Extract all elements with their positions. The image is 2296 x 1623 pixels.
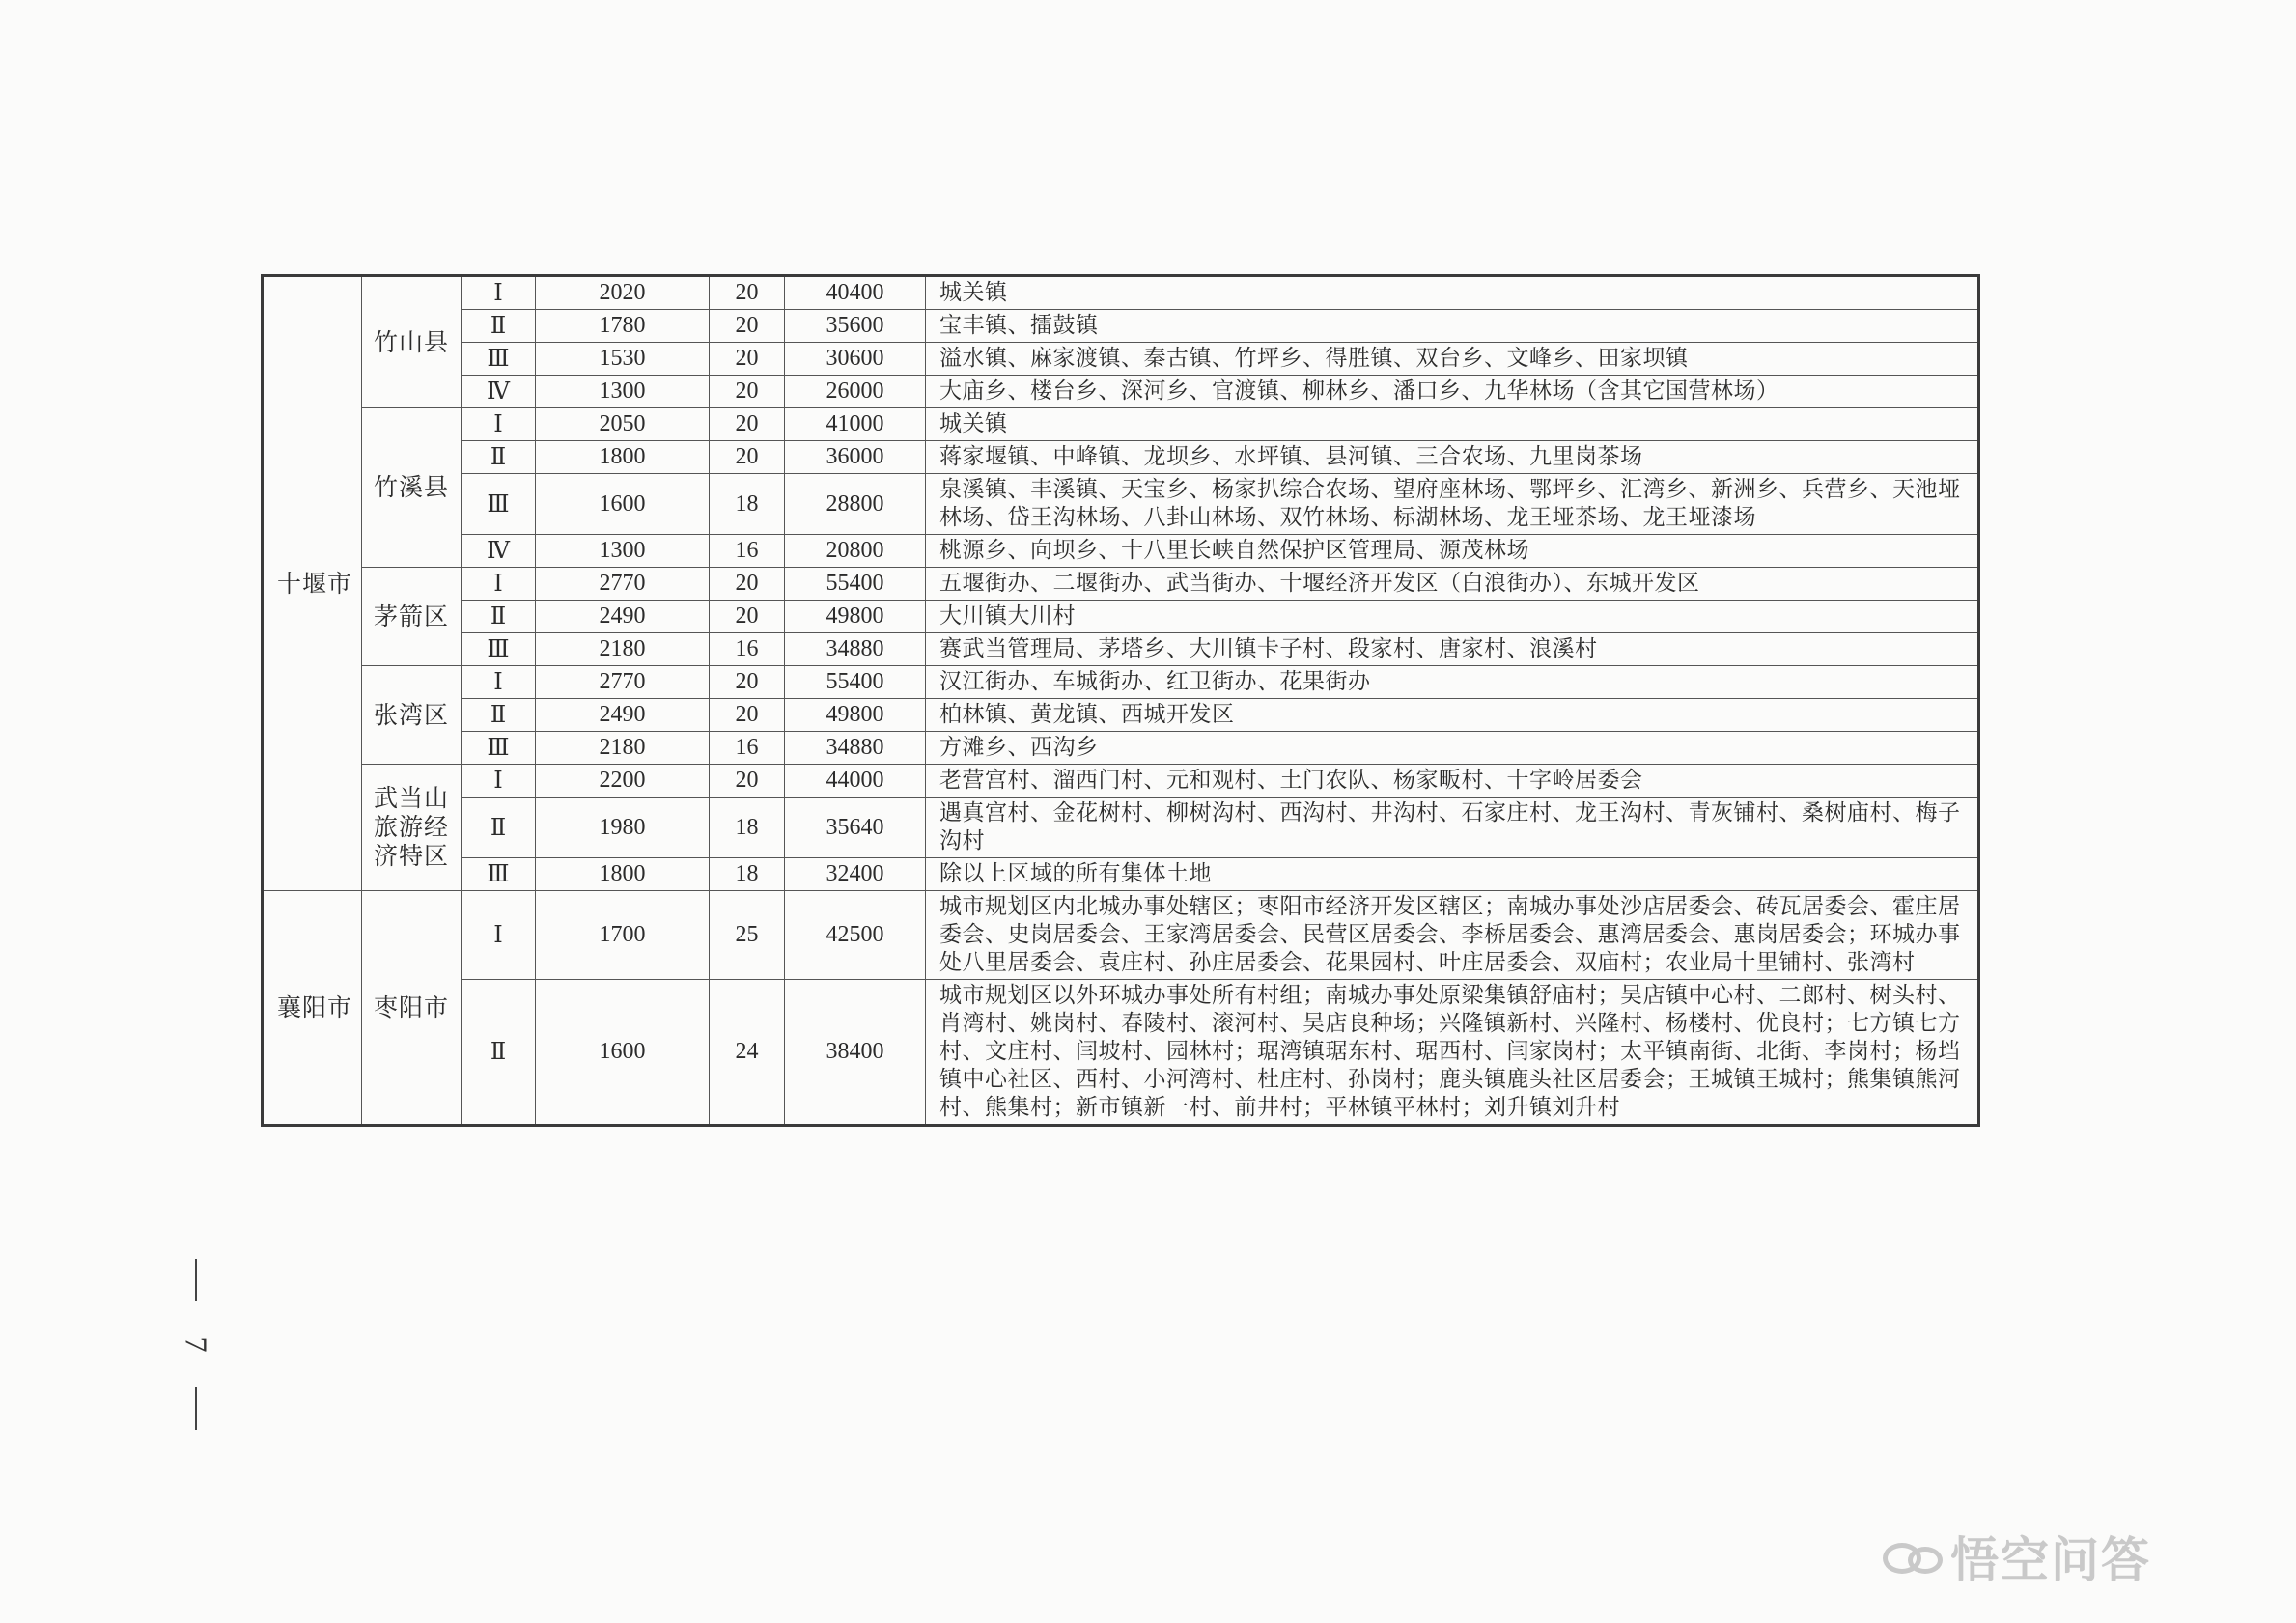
- price-cell: 1600: [536, 474, 710, 535]
- value-cell: 30600: [785, 343, 926, 376]
- rank-cell: Ⅱ: [462, 980, 536, 1126]
- area-cell: 桃源乡、向坝乡、十八里长峡自然保护区管理局、源茂林场: [926, 535, 1979, 568]
- area-cell: 宝丰镇、擂鼓镇: [926, 310, 1979, 343]
- rank-cell: Ⅲ: [462, 858, 536, 891]
- multiple-cell: 18: [710, 858, 785, 891]
- price-cell: 1530: [536, 343, 710, 376]
- area-cell: 大川镇大川村: [926, 601, 1979, 633]
- land-price-table: [261, 274, 1980, 1127]
- value-cell: 55400: [785, 666, 926, 699]
- value-cell: 49800: [785, 601, 926, 633]
- value-cell: 42500: [785, 891, 926, 980]
- table-row: [263, 535, 1979, 568]
- multiple-cell: 20: [710, 310, 785, 343]
- rank-cell: Ⅲ: [462, 343, 536, 376]
- price-cell: 1800: [536, 441, 710, 474]
- multiple-cell: 20: [710, 343, 785, 376]
- area-cell: 城市规划区以外环城办事处所有村组；南城办事处原梁集镇舒庙村；吴店镇中心村、二郎村、树头村、肖湾村、姚岗村、春陵村、滚河村、吴店良种场；兴隆镇新村、兴隆村、杨楼村、优良村；七方镇七方村、文庄村、闫坡村、园林村；琚湾镇琚东村、琚西村、闫家岗村；太平镇南街、北街、李岗村；杨垱镇中心社区、西村、小河湾村、杜庄村、孙岗村；鹿头镇鹿头社区居委会；王城镇王城村；熊集镇熊河村、熊集村；新市镇新一村、前井村；平林镇平林村；刘升镇刘升村: [926, 980, 1979, 1126]
- rank-cell: Ⅰ: [462, 765, 536, 798]
- area-cell: 城关镇: [926, 276, 1979, 310]
- price-cell: 2490: [536, 699, 710, 732]
- price-cell: 2770: [536, 666, 710, 699]
- table-row: [263, 408, 1979, 441]
- value-cell: 38400: [785, 980, 926, 1126]
- table-row: [263, 633, 1979, 666]
- rank-cell: Ⅱ: [462, 798, 536, 858]
- city-cell: 十堰市: [263, 276, 362, 891]
- rank-cell: Ⅰ: [462, 408, 536, 441]
- rank-cell: Ⅱ: [462, 601, 536, 633]
- value-cell: 55400: [785, 568, 926, 601]
- rank-cell: Ⅱ: [462, 310, 536, 343]
- county-cell: 茅箭区: [362, 568, 462, 666]
- table-row: [263, 343, 1979, 376]
- multiple-cell: 20: [710, 568, 785, 601]
- area-cell: 方滩乡、西沟乡: [926, 732, 1979, 765]
- value-cell: 28800: [785, 474, 926, 535]
- multiple-cell: 20: [710, 666, 785, 699]
- rank-cell: Ⅰ: [462, 276, 536, 310]
- multiple-cell: 16: [710, 732, 785, 765]
- table-row: [263, 858, 1979, 891]
- area-cell: 遇真宫村、金花树村、柳树沟村、西沟村、井沟村、石家庄村、龙王沟村、青灰铺村、桑树庙村、梅子沟村: [926, 798, 1979, 858]
- table-row: [263, 798, 1979, 858]
- value-cell: 20800: [785, 535, 926, 568]
- multiple-cell: 24: [710, 980, 785, 1126]
- multiple-cell: 20: [710, 765, 785, 798]
- rank-cell: Ⅲ: [462, 732, 536, 765]
- multiple-cell: 18: [710, 798, 785, 858]
- value-cell: 40400: [785, 276, 926, 310]
- rank-cell: Ⅰ: [462, 891, 536, 980]
- price-cell: 2200: [536, 765, 710, 798]
- county-cell: 张湾区: [362, 666, 462, 765]
- price-cell: 1800: [536, 858, 710, 891]
- rank-cell: Ⅱ: [462, 441, 536, 474]
- value-cell: 36000: [785, 441, 926, 474]
- area-cell: 五堰街办、二堰街办、武当街办、十堰经济开发区（白浪街办）、东城开发区: [926, 568, 1979, 601]
- rank-cell: Ⅲ: [462, 633, 536, 666]
- multiple-cell: 16: [710, 535, 785, 568]
- area-cell: 城市规划区内北城办事处辖区；枣阳市经济开发区辖区；南城办事处沙店居委会、砖瓦居委会、霍庄居委会、史岗居委会、王家湾居委会、民营区居委会、李桥居委会、惠湾居委会、惠岗居委会；环城办事处八里居委会、袁庄村、孙庄居委会、花果园村、叶庄居委会、双庙村；农业局十里铺村、张湾村: [926, 891, 1979, 980]
- value-cell: 32400: [785, 858, 926, 891]
- value-cell: 26000: [785, 376, 926, 408]
- value-cell: 44000: [785, 765, 926, 798]
- price-cell: 1700: [536, 891, 710, 980]
- county-cell: 武当山旅游经济特区: [362, 765, 462, 891]
- area-cell: 柏林镇、黄龙镇、西城开发区: [926, 699, 1979, 732]
- area-cell: 除以上区域的所有集体土地: [926, 858, 1979, 891]
- multiple-cell: 25: [710, 891, 785, 980]
- table-row: [263, 376, 1979, 408]
- area-cell: 泉溪镇、丰溪镇、天宝乡、杨家扒综合农场、望府座林场、鄂坪乡、汇湾乡、新洲乡、兵营乡、天池垭林场、岱王沟林场、八卦山林场、双竹林场、标湖林场、龙王垭茶场、龙王垭漆场: [926, 474, 1979, 535]
- rank-cell: Ⅰ: [462, 568, 536, 601]
- price-cell: 1980: [536, 798, 710, 858]
- rank-cell: Ⅳ: [462, 376, 536, 408]
- multiple-cell: 20: [710, 408, 785, 441]
- price-cell: 2770: [536, 568, 710, 601]
- multiple-cell: 20: [710, 376, 785, 408]
- rank-cell: Ⅲ: [462, 474, 536, 535]
- value-cell: 49800: [785, 699, 926, 732]
- value-cell: 34880: [785, 732, 926, 765]
- rank-cell: Ⅱ: [462, 699, 536, 732]
- table-row: [263, 732, 1979, 765]
- price-cell: 2490: [536, 601, 710, 633]
- price-cell: 2020: [536, 276, 710, 310]
- price-cell: 2050: [536, 408, 710, 441]
- area-cell: 大庙乡、楼台乡、深河乡、官渡镇、柳林乡、潘口乡、九华林场（含其它国营林场）: [926, 376, 1979, 408]
- multiple-cell: 20: [710, 601, 785, 633]
- table-row: [263, 699, 1979, 732]
- price-cell: 1600: [536, 980, 710, 1126]
- area-cell: 汉江街办、车城街办、红卫街办、花果街办: [926, 666, 1979, 699]
- table-row: [263, 666, 1979, 699]
- multiple-cell: 20: [710, 441, 785, 474]
- multiple-cell: 20: [710, 276, 785, 310]
- value-cell: 35640: [785, 798, 926, 858]
- multiple-cell: 16: [710, 633, 785, 666]
- multiple-cell: 18: [710, 474, 785, 535]
- table-row: [263, 310, 1979, 343]
- table-row: [263, 765, 1979, 798]
- page-number: 7: [182, 1255, 210, 1448]
- price-cell: 1780: [536, 310, 710, 343]
- price-cell: 1300: [536, 535, 710, 568]
- table-row: [263, 891, 1979, 980]
- multiple-cell: 20: [710, 699, 785, 732]
- rank-cell: Ⅰ: [462, 666, 536, 699]
- table-row: [263, 980, 1979, 1126]
- county-cell: 竹溪县: [362, 408, 462, 568]
- area-cell: 蒋家堰镇、中峰镇、龙坝乡、水坪镇、县河镇、三合农场、九里岗茶场: [926, 441, 1979, 474]
- county-cell: 枣阳市: [362, 891, 462, 1126]
- table-row: [263, 441, 1979, 474]
- area-cell: 溢水镇、麻家渡镇、秦古镇、竹坪乡、得胜镇、双台乡、文峰乡、田家坝镇: [926, 343, 1979, 376]
- table-row: [263, 474, 1979, 535]
- area-cell: 赛武当管理局、茅塔乡、大川镇卡子村、段家村、唐家村、浪溪村: [926, 633, 1979, 666]
- county-cell: 竹山县: [362, 276, 462, 408]
- value-cell: 34880: [785, 633, 926, 666]
- rank-cell: Ⅳ: [462, 535, 536, 568]
- value-cell: 41000: [785, 408, 926, 441]
- city-cell: 襄阳市: [263, 891, 362, 1126]
- area-cell: 城关镇: [926, 408, 1979, 441]
- watermark: [1883, 1527, 2151, 1588]
- table-row: [263, 276, 1979, 310]
- price-cell: 1300: [536, 376, 710, 408]
- value-cell: 35600: [785, 310, 926, 343]
- table-row: [263, 601, 1979, 633]
- area-cell: 老营宫村、溜西门村、元和观村、土门农队、杨家畈村、十字岭居委会: [926, 765, 1979, 798]
- price-cell: 2180: [536, 732, 710, 765]
- speech-bubbles-icon: [1883, 1537, 1941, 1576]
- watermark-text: 悟空问答: [1950, 1532, 2151, 1588]
- price-cell: 2180: [536, 633, 710, 666]
- table-row: [263, 568, 1979, 601]
